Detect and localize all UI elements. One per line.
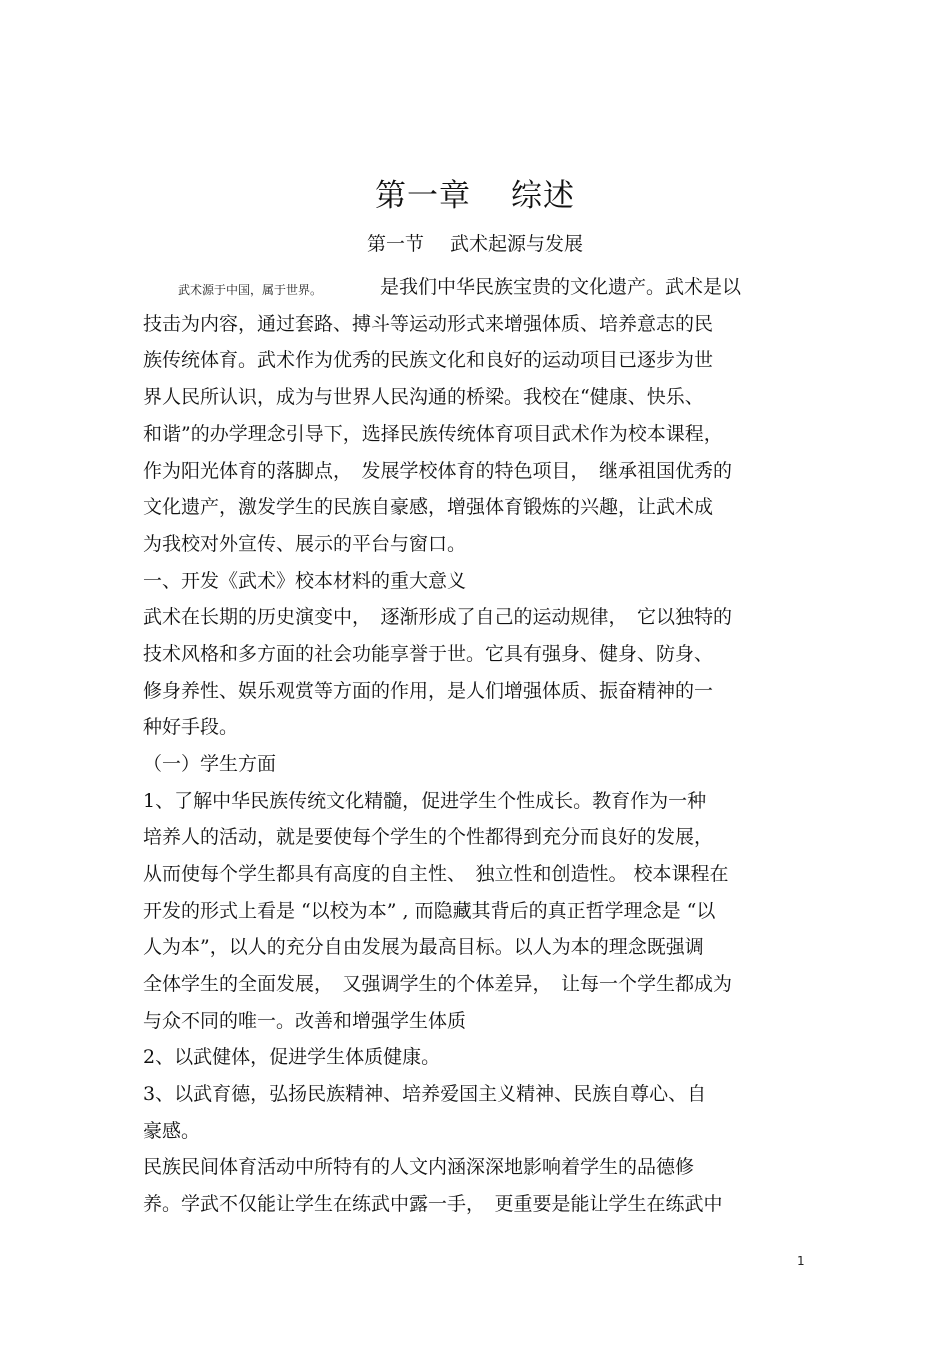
body-line: 族传统体育。武术作为优秀的民族文化和良好的运动项目已逐步为世 [143, 349, 714, 371]
intro-small-text: 武术源于中国，属于世界。 [178, 283, 323, 297]
body-line: 2、以武健体，促进学生体质健康。 [143, 1046, 441, 1068]
body-line: 文化遗产，激发学生的民族自豪感，增强体育锻炼的兴趣，让武术成 [143, 496, 714, 518]
section-name: 武术起源与发展 [450, 233, 584, 255]
body-line: 人为本”，以人的充分自由发展为最高目标。以人为本的理念既强调 [143, 936, 704, 958]
body-line: 豪感。 [143, 1120, 201, 1142]
body-line: 为我校对外宣传、展示的平台与窗口。 [143, 533, 467, 555]
body-line [178, 275, 322, 303]
heading-1: 一、开发《武术》校本材料的重大意义 [143, 570, 467, 592]
body-line: 全体学生的全面发展， 又强调学生的个体差异， 让每一个学生都成为 [143, 973, 733, 995]
body-line: 作为阳光体育的落脚点， 发展学校体育的特色项目， 继承祖国优秀的 [143, 460, 733, 482]
body-line: 界人民所认识，成为与世界人民沟通的桥梁。我校在“健康、快乐、 [143, 386, 704, 408]
section-number: 第一节 [366, 233, 424, 255]
body-line: 养。学武不仅能让学生在练武中露一手， 更重要是能让学生在练武中 [143, 1193, 723, 1215]
body-line: 培养人的活动，就是要使每个学生的个性都得到充分而良好的发展， [143, 826, 714, 848]
body-line: 技击为内容，通过套路、搏斗等运动形式来增强体质、培养意志的民 [143, 313, 714, 335]
body-line: 3、以武育德，弘扬民族精神、培养爱国主义精神、民族自尊心、自 [143, 1083, 707, 1105]
heading-2: （一）学生方面 [143, 753, 277, 775]
body-line: 开发的形式上看是 “以校为本” , 而隐藏其背后的真正哲学理念是 “以 [143, 900, 716, 922]
body-line: 与众不同的唯一。改善和增强学生体质 [143, 1010, 467, 1032]
body-line: 民族民间体育活动中所特有的人文内涵深深地影响着学生的品德修 [143, 1156, 695, 1178]
body-line: 是我们中华民族宝贵的文化遗产。武术是以 [380, 276, 742, 298]
chapter-name: 综述 [511, 178, 575, 214]
body-line: 种好手段。 [143, 716, 239, 738]
section-title [0, 229, 950, 256]
body-line: 1、了解中华民族传统文化精髓，促进学生个性成长。教育作为一种 [143, 790, 707, 812]
body-line: 从而使每个学生都具有高度的自主性、 独立性和创造性。 校本课程在 [143, 863, 729, 885]
chapter-title [0, 170, 950, 215]
page-number: 1 [797, 1254, 805, 1268]
chapter-number: 第一章 [375, 178, 471, 214]
body-line: 修身养性、娱乐观赏等方面的作用，是人们增强体质、振奋精神的一 [143, 680, 714, 702]
body-line: 和谐”的办学理念引导下，选择民族传统体育项目武术作为校本课程， [143, 423, 723, 445]
body-line: 武术在长期的历史演变中， 逐渐形成了自己的运动规律， 它以独特的 [143, 606, 733, 628]
body-line: 技术风格和多方面的社会功能享誉于世。它具有强身、健身、防身、 [143, 643, 714, 665]
